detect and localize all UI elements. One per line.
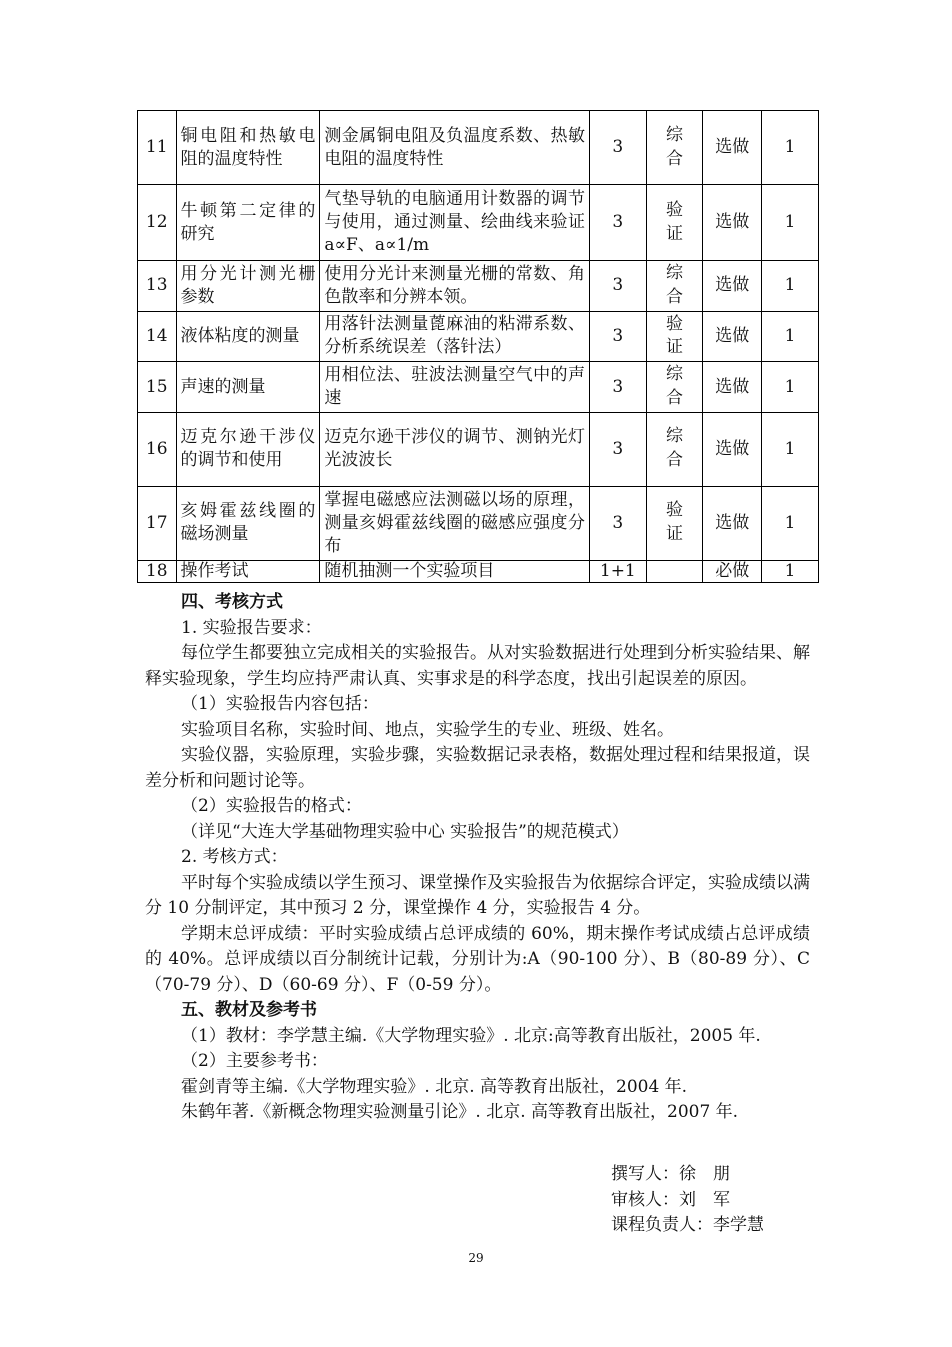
group-size-cell: 1 [762, 311, 819, 362]
requirement-cell: 选做 [703, 486, 762, 560]
row-number-cell: 14 [138, 311, 177, 362]
experiment-name-cell: 迈克尔逊干涉仪的调节和使用 [176, 412, 320, 486]
experiment-name-cell: 声速的测量 [176, 362, 320, 413]
experiment-type-cell: 验证 [646, 185, 703, 261]
hours-cell: 3 [589, 486, 646, 560]
group-size-cell: 1 [762, 362, 819, 413]
hours-cell: 3 [589, 185, 646, 261]
experiment-name-cell: 操作考试 [176, 560, 320, 583]
paragraph: 每位学生都要独立完成相关的实验报告。从对实验数据进行处理到分析实验结果、解释实验现象，学生均应持严肃认真、实事求是的科学态度，找出引起误差的原因。 [145, 643, 810, 689]
hours-cell: 3 [589, 111, 646, 185]
requirement-cell: 选做 [703, 362, 762, 413]
experiment-content-cell: 用落针法测量蓖麻油的粘滞系数、分析系统误差（落针法） [320, 311, 590, 362]
paragraph: 实验项目名称，实验时间、地点，实验学生的专业、班级、姓名。 [181, 719, 674, 740]
experiment-type-cell: 综合 [646, 362, 703, 413]
group-size-cell: 1 [762, 486, 819, 560]
paragraph: 朱鹤年著.《新概念物理实验测量引论》. 北京. 高等教育出版社，2007 年. [181, 1102, 739, 1122]
experiment-content-cell: 使用分光计来测量光栅的常数、角色散率和分辨本领。 [320, 261, 590, 312]
paragraph: （1）实验报告内容包括： [181, 694, 379, 714]
row-number-cell: 12 [138, 185, 177, 261]
reviewer-signature: 审核人：刘 军 [611, 1190, 730, 1210]
hours-cell: 3 [589, 261, 646, 312]
body-text [145, 590, 810, 1126]
row-number-cell: 16 [138, 412, 177, 486]
section-5-heading: 五、教材及参考书 [181, 1000, 317, 1020]
group-size-cell: 1 [762, 111, 819, 185]
table-row [138, 560, 819, 583]
paragraph: 学期末总评成绩：平时实验成绩占总评成绩的 60%，期末操作考试成绩占总评成绩的 40%。总评成绩以百分制统计记载，分别计为:A（90-100 分）、B（80-89 分）、C（70-79 分）、D（60-69 分）、F（0-59 分）。 [145, 923, 810, 995]
table-row [138, 261, 819, 312]
hours-cell: 3 [589, 362, 646, 413]
experiment-name-cell: 牛顿第二定律的研究 [176, 185, 320, 261]
group-size-cell: 1 [762, 412, 819, 486]
table-row [138, 185, 819, 261]
experiment-type-cell: 验证 [646, 486, 703, 560]
paragraph: 实验仪器，实验原理，实验步骤，实验数据记录表格，数据处理过程和结果报道，误差分析和问题讨论等。 [145, 745, 810, 791]
experiment-content-cell: 气垫导轨的电脑通用计数器的调节与使用，通过测量、绘曲线来验证 a∝F、a∝1/m [320, 185, 590, 261]
table-row [138, 362, 819, 413]
experiment-name-cell: 亥姆霍兹线圈的磁场测量 [176, 486, 320, 560]
requirement-cell: 选做 [703, 412, 762, 486]
requirement-cell: 选做 [703, 185, 762, 261]
paragraph: （2）主要参考书： [181, 1051, 328, 1071]
requirement-cell: 选做 [703, 111, 762, 185]
experiment-type-cell: 验证 [646, 311, 703, 362]
requirement-cell: 选做 [703, 261, 762, 312]
table-row [138, 111, 819, 185]
owner-signature: 课程负责人：李学慧 [611, 1215, 764, 1235]
table-row [138, 311, 819, 362]
page-number: 29 [468, 1251, 484, 1265]
requirement-cell: 选做 [703, 311, 762, 362]
experiment-type-cell: 综合 [646, 412, 703, 486]
experiment-type-cell [646, 560, 703, 583]
experiment-name-cell: 用分光计测光栅参数 [176, 261, 320, 312]
experiment-table [137, 110, 819, 583]
table-row [138, 412, 819, 486]
experiment-content-cell: 掌握电磁感应法测磁以场的原理，测量亥姆霍兹线圈的磁感应强度分布 [320, 486, 590, 560]
experiment-content-cell: 迈克尔逊干涉仪的调节、测钠光灯光波波长 [320, 412, 590, 486]
paragraph: 霍剑青等主编.《大学物理实验》. 北京. 高等教育出版社，2004 年. [181, 1076, 688, 1097]
requirement-cell: 必做 [703, 560, 762, 583]
experiment-name-cell: 铜电阻和热敏电阻的温度特性 [176, 111, 320, 185]
group-size-cell: 1 [762, 560, 819, 583]
hours-cell: 3 [589, 412, 646, 486]
paragraph: （详见“大连大学基础物理实验中心 实验报告”的规范模式） [181, 821, 629, 842]
hours-cell: 1+1 [589, 560, 646, 583]
paragraph: 1. 实验报告要求： [181, 617, 322, 638]
paragraph: 平时每个实验成绩以学生预习、课堂操作及实验报告为依据综合评定，实验成绩以满分 10 分制评定，其中预习 2 分，课堂操作 4 分，实验报告 4 分。 [145, 872, 810, 918]
paragraph: （2）实验报告的格式： [181, 796, 362, 816]
experiment-content-cell: 随机抽测一个实验项目 [320, 560, 590, 583]
section-4-heading: 四、考核方式 [181, 592, 283, 612]
group-size-cell: 1 [762, 185, 819, 261]
row-number-cell: 11 [138, 111, 177, 185]
row-number-cell: 18 [138, 560, 177, 583]
paragraph: （1）教材：李学慧主编.《大学物理实验》. 北京:高等教育出版社，2005 年. [181, 1025, 761, 1046]
paragraph: 2. 考核方式： [181, 847, 288, 867]
experiment-content-cell: 测金属铜电阻及负温度系数、热敏电阻的温度特性 [320, 111, 590, 185]
experiment-name-cell: 液体粘度的测量 [176, 311, 320, 362]
experiment-type-cell: 综合 [646, 111, 703, 185]
row-number-cell: 15 [138, 362, 177, 413]
table-row [138, 486, 819, 560]
experiment-type-cell: 综合 [646, 261, 703, 312]
group-size-cell: 1 [762, 261, 819, 312]
experiment-content-cell: 用相位法、驻波法测量空气中的声速 [320, 362, 590, 413]
row-number-cell: 13 [138, 261, 177, 312]
hours-cell: 3 [589, 311, 646, 362]
row-number-cell: 17 [138, 486, 177, 560]
author-signature: 撰写人：徐 朋 [611, 1164, 730, 1184]
